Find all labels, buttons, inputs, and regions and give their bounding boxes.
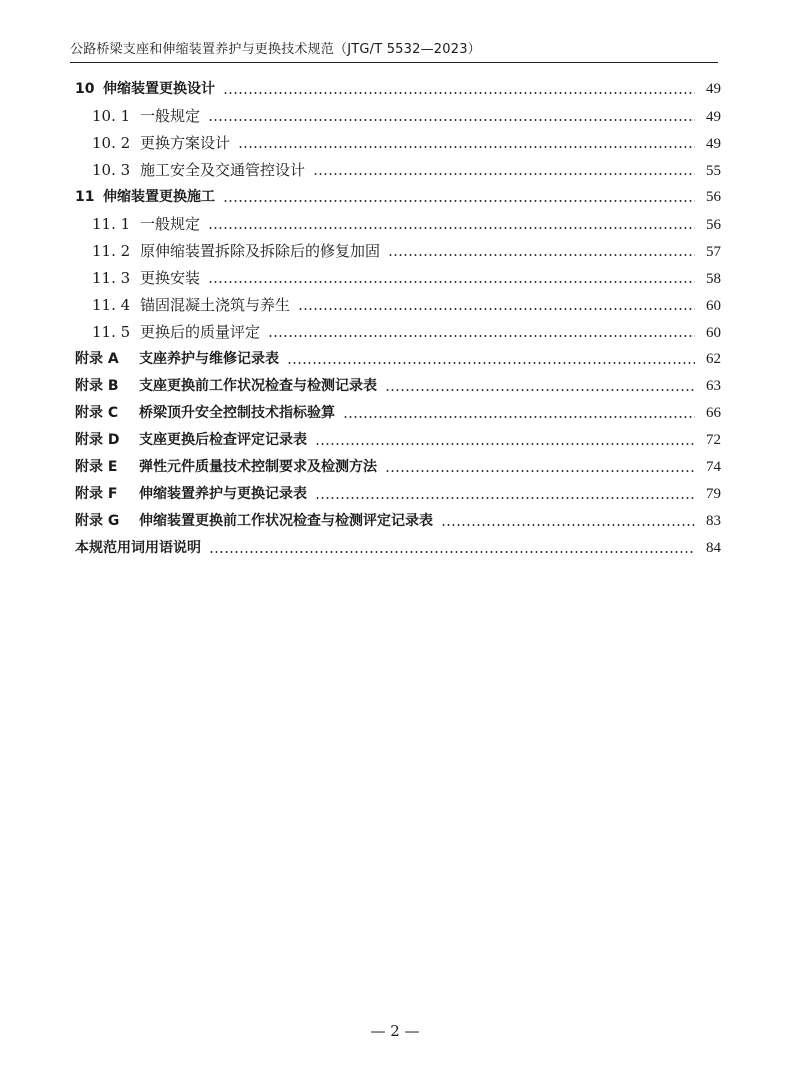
toc-entry-number: 10. 3 bbox=[92, 161, 131, 179]
toc-entry[interactable] bbox=[75, 292, 721, 319]
dot-leader bbox=[315, 497, 695, 499]
dot-leader bbox=[343, 416, 695, 418]
toc-entry-page: 60 bbox=[706, 298, 721, 314]
toc-entry-number: 附录 E bbox=[75, 459, 118, 475]
toc-entry-title: 支座更换前工作状况检查与检测记录表 bbox=[139, 378, 377, 394]
dot-leader bbox=[385, 389, 695, 391]
dot-leader bbox=[208, 227, 695, 229]
toc-entry-number: 附录 A bbox=[75, 351, 119, 367]
toc-entry-title: 弹性元件质量技术控制要求及检测方法 bbox=[139, 459, 377, 475]
toc-entry[interactable] bbox=[75, 481, 721, 508]
toc-entry-page: 62 bbox=[706, 351, 721, 367]
dot-leader bbox=[287, 362, 695, 364]
toc-entry-page: 72 bbox=[706, 432, 721, 448]
dot-leader bbox=[208, 119, 695, 121]
toc-entry-page: 58 bbox=[706, 271, 721, 287]
running-header: 公路桥梁支座和伸缩装置养护与更换技术规范（JTG/T 5532—2023） bbox=[70, 42, 481, 57]
toc-entry[interactable] bbox=[75, 373, 721, 400]
dot-leader bbox=[268, 335, 695, 337]
toc-entry-page: 56 bbox=[706, 189, 721, 205]
toc-entry-title: 伸缩装置更换施工 bbox=[103, 189, 215, 205]
toc-entry-page: 49 bbox=[706, 136, 721, 152]
toc-entry-title: 施工安全及交通管控设计 bbox=[140, 161, 306, 179]
toc-entry-number: 附录 B bbox=[75, 378, 119, 394]
toc-entry-title: 本规范用词用语说明 bbox=[75, 540, 201, 556]
page-number: — 2 — bbox=[370, 1022, 420, 1040]
toc-entry-title: 更换方案设计 bbox=[140, 134, 231, 152]
toc-entry-title: 原伸缩装置拆除及拆除后的修复加固 bbox=[140, 242, 381, 260]
toc-entry[interactable] bbox=[75, 184, 721, 211]
toc-entry[interactable] bbox=[75, 265, 721, 292]
toc-entry-number: 10. 2 bbox=[92, 134, 131, 152]
toc-entry-number: 10 bbox=[75, 81, 95, 97]
toc-entry-page: 66 bbox=[706, 405, 721, 421]
toc-entry[interactable] bbox=[75, 454, 721, 481]
toc-entry-title: 伸缩装置更换前工作状况检查与检测评定记录表 bbox=[139, 513, 433, 529]
toc-entry-page: 49 bbox=[706, 109, 721, 125]
toc-entry-number: 附录 D bbox=[75, 432, 120, 448]
toc-entry-page: 60 bbox=[706, 325, 721, 341]
toc-entry-title: 锚固混凝土浇筑与养生 bbox=[140, 296, 291, 314]
toc-entry-title: 伸缩装置更换设计 bbox=[103, 81, 215, 97]
toc-entry-page: 63 bbox=[706, 378, 721, 394]
toc-entry-title: 支座养护与维修记录表 bbox=[139, 351, 279, 367]
toc-entry[interactable] bbox=[75, 319, 721, 346]
toc-entry-number: 11. 2 bbox=[92, 242, 131, 260]
dot-leader bbox=[238, 146, 695, 148]
toc-entry[interactable] bbox=[75, 211, 721, 238]
header-rule bbox=[70, 62, 718, 63]
toc-entry-page: 74 bbox=[706, 459, 721, 475]
toc-entry[interactable] bbox=[75, 346, 721, 373]
toc-entry-title: 更换安装 bbox=[140, 269, 201, 287]
toc-entry[interactable] bbox=[75, 238, 721, 265]
dot-leader bbox=[298, 308, 695, 310]
toc-entry[interactable] bbox=[75, 427, 721, 454]
toc-entry[interactable] bbox=[75, 535, 721, 562]
toc-entry-number: 附录 C bbox=[75, 405, 119, 421]
toc-entry-title: 伸缩装置养护与更换记录表 bbox=[139, 486, 307, 502]
toc-entry-number: 11. 4 bbox=[92, 296, 131, 314]
toc-entry-page: 55 bbox=[706, 163, 721, 179]
toc-entry[interactable] bbox=[75, 400, 721, 427]
toc-entry-page: 57 bbox=[706, 244, 721, 260]
dot-leader bbox=[209, 551, 695, 553]
toc-entry-title: 支座更换后检查评定记录表 bbox=[139, 432, 307, 448]
dot-leader bbox=[441, 524, 695, 526]
toc-entry-page: 49 bbox=[706, 81, 721, 97]
toc-entry-page: 84 bbox=[706, 540, 721, 556]
toc-entry[interactable] bbox=[75, 103, 721, 130]
toc-entry-number: 11. 1 bbox=[92, 215, 131, 233]
toc-entry-page: 79 bbox=[706, 486, 721, 502]
toc-entry-number: 11 bbox=[75, 189, 95, 205]
toc-entry-number: 10. 1 bbox=[92, 107, 131, 125]
toc-entry[interactable] bbox=[75, 76, 721, 103]
dot-leader bbox=[223, 200, 695, 202]
toc-entry-title: 桥梁顶升安全控制技术指标验算 bbox=[139, 405, 335, 421]
toc-entry-number: 11. 5 bbox=[92, 323, 131, 341]
toc-entry-number: 附录 G bbox=[75, 513, 120, 529]
toc-entry-title: 更换后的质量评定 bbox=[140, 323, 261, 341]
dot-leader bbox=[385, 470, 695, 472]
toc-entry[interactable] bbox=[75, 508, 721, 535]
dot-leader bbox=[313, 173, 695, 175]
toc-entry-title: 一般规定 bbox=[140, 215, 201, 233]
toc-entry-page: 83 bbox=[706, 513, 721, 529]
toc-entry-number: 11. 3 bbox=[92, 269, 131, 287]
dot-leader bbox=[315, 443, 695, 445]
toc-entry[interactable] bbox=[75, 157, 721, 184]
dot-leader bbox=[208, 281, 695, 283]
toc-entry[interactable] bbox=[75, 130, 721, 157]
dot-leader bbox=[223, 92, 695, 94]
toc-entry-title: 一般规定 bbox=[140, 107, 201, 125]
dot-leader bbox=[388, 254, 695, 256]
toc-entry-number: 附录 F bbox=[75, 486, 118, 502]
toc-entry-page: 56 bbox=[706, 217, 721, 233]
table-of-contents bbox=[75, 76, 721, 562]
